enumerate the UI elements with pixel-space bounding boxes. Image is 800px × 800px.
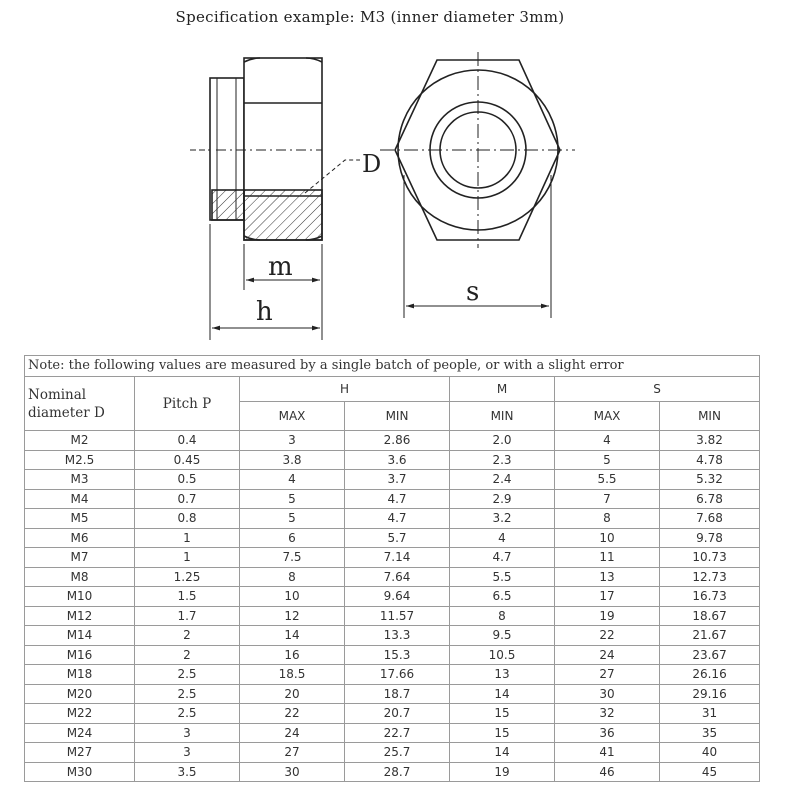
cell-m-min: 14: [450, 684, 555, 704]
cell-s-min: 40: [660, 743, 760, 763]
table-row: [25, 606, 760, 626]
cell-s-max: 46: [555, 762, 660, 782]
cell-h-max: 10: [240, 587, 345, 607]
cell-s-max: 8: [555, 509, 660, 529]
table-row: [25, 509, 760, 529]
cell-h-max: 6: [240, 528, 345, 548]
cell-s-min: 35: [660, 723, 760, 743]
header-s-min: MIN: [660, 402, 760, 431]
cell-h-max: 30: [240, 762, 345, 782]
spec-table: [24, 355, 760, 782]
header-nominal-diameter: Nominal diameter D: [25, 377, 135, 431]
table-row: [25, 489, 760, 509]
cell-nominal: M4: [25, 489, 135, 509]
cell-s-max: 10: [555, 528, 660, 548]
cell-s-min: 7.68: [660, 509, 760, 529]
cell-h-max: 20: [240, 684, 345, 704]
cell-nominal: M7: [25, 548, 135, 568]
table-row: [25, 762, 760, 782]
cell-h-min: 11.57: [345, 606, 450, 626]
cell-nominal: M6: [25, 528, 135, 548]
cell-m-min: 15: [450, 723, 555, 743]
cell-pitch: 2.5: [135, 665, 240, 685]
cell-s-max: 30: [555, 684, 660, 704]
cell-s-max: 36: [555, 723, 660, 743]
cell-nominal: M2.5: [25, 450, 135, 470]
cell-m-min: 2.0: [450, 431, 555, 451]
table-row: [25, 450, 760, 470]
cell-s-max: 22: [555, 626, 660, 646]
cell-s-min: 4.78: [660, 450, 760, 470]
cell-s-min: 23.67: [660, 645, 760, 665]
cell-pitch: 3.5: [135, 762, 240, 782]
header-group-h: H: [240, 377, 450, 402]
cell-nominal: M30: [25, 762, 135, 782]
table-note: Note: the following values are measured by a single batch of people, or with a slight error: [25, 356, 760, 377]
cell-pitch: 2: [135, 645, 240, 665]
cell-h-max: 3.8: [240, 450, 345, 470]
cell-nominal: M18: [25, 665, 135, 685]
table-row: [25, 548, 760, 568]
side-view: [190, 58, 360, 340]
cell-h-max: 3: [240, 431, 345, 451]
cell-nominal: M22: [25, 704, 135, 724]
cell-h-min: 7.64: [345, 567, 450, 587]
table-row: [25, 626, 760, 646]
cell-s-min: 3.82: [660, 431, 760, 451]
cell-h-max: 22: [240, 704, 345, 724]
cell-s-max: 17: [555, 587, 660, 607]
header-s-max: MAX: [555, 402, 660, 431]
table-row: [25, 665, 760, 685]
cell-s-max: 32: [555, 704, 660, 724]
cell-pitch: 2.5: [135, 704, 240, 724]
cell-h-max: 24: [240, 723, 345, 743]
table-row: [25, 431, 760, 451]
cell-pitch: 1.25: [135, 567, 240, 587]
cell-m-min: 10.5: [450, 645, 555, 665]
cell-h-min: 22.7: [345, 723, 450, 743]
header-h-max: MAX: [240, 402, 345, 431]
cell-nominal: M20: [25, 684, 135, 704]
cell-nominal: M2: [25, 431, 135, 451]
cell-pitch: 3: [135, 743, 240, 763]
header-pitch: Pitch P: [135, 377, 240, 431]
label-d: D: [362, 150, 382, 178]
cell-nominal: M14: [25, 626, 135, 646]
cell-h-min: 13.3: [345, 626, 450, 646]
cell-h-min: 25.7: [345, 743, 450, 763]
cell-h-max: 8: [240, 567, 345, 587]
cell-h-max: 4: [240, 470, 345, 490]
cell-s-max: 19: [555, 606, 660, 626]
cell-h-max: 16: [240, 645, 345, 665]
cell-pitch: 1.7: [135, 606, 240, 626]
cell-s-max: 4: [555, 431, 660, 451]
cell-pitch: 2.5: [135, 684, 240, 704]
cell-nominal: M12: [25, 606, 135, 626]
cell-pitch: 0.45: [135, 450, 240, 470]
cell-s-min: 16.73: [660, 587, 760, 607]
header-h-min: MIN: [345, 402, 450, 431]
cell-h-min: 4.7: [345, 509, 450, 529]
cell-s-min: 31: [660, 704, 760, 724]
cell-s-max: 5: [555, 450, 660, 470]
table-row: [25, 567, 760, 587]
cell-s-max: 27: [555, 665, 660, 685]
cell-m-min: 2.3: [450, 450, 555, 470]
page-title: Specification example: M3 (inner diameter 3mm): [175, 8, 565, 26]
table-row: [25, 470, 760, 490]
cell-m-min: 4.7: [450, 548, 555, 568]
cell-pitch: 1: [135, 528, 240, 548]
cell-h-max: 7.5: [240, 548, 345, 568]
cell-m-min: 2.4: [450, 470, 555, 490]
cell-s-min: 9.78: [660, 528, 760, 548]
cell-s-min: 6.78: [660, 489, 760, 509]
cell-s-min: 12.73: [660, 567, 760, 587]
table-row: [25, 723, 760, 743]
cell-m-min: 8: [450, 606, 555, 626]
header-group-m: M: [450, 377, 555, 402]
cell-m-min: 14: [450, 743, 555, 763]
nut-technical-drawing: [0, 0, 800, 350]
cell-s-max: 24: [555, 645, 660, 665]
cell-h-max: 12: [240, 606, 345, 626]
cell-m-min: 15: [450, 704, 555, 724]
cell-m-min: 19: [450, 762, 555, 782]
table-row: [25, 587, 760, 607]
cell-h-min: 18.7: [345, 684, 450, 704]
cell-m-min: 13: [450, 665, 555, 685]
cell-s-min: 21.67: [660, 626, 760, 646]
cell-h-max: 27: [240, 743, 345, 763]
cell-s-min: 5.32: [660, 470, 760, 490]
cell-h-min: 15.3: [345, 645, 450, 665]
cell-s-min: 26.16: [660, 665, 760, 685]
cell-m-min: 6.5: [450, 587, 555, 607]
spec-table-body: [25, 431, 760, 782]
cell-h-max: 5: [240, 509, 345, 529]
cell-m-min: 5.5: [450, 567, 555, 587]
cell-h-min: 17.66: [345, 665, 450, 685]
cell-pitch: 2: [135, 626, 240, 646]
cell-nominal: M24: [25, 723, 135, 743]
table-row: [25, 684, 760, 704]
cell-s-max: 41: [555, 743, 660, 763]
cell-h-min: 20.7: [345, 704, 450, 724]
cell-pitch: 0.8: [135, 509, 240, 529]
cell-s-min: 10.73: [660, 548, 760, 568]
label-s: s: [466, 277, 480, 307]
cell-s-min: 45: [660, 762, 760, 782]
label-m: m: [268, 252, 293, 282]
cell-s-max: 11: [555, 548, 660, 568]
cell-h-max: 18.5: [240, 665, 345, 685]
cell-h-min: 2.86: [345, 431, 450, 451]
table-row: [25, 743, 760, 763]
cell-pitch: 0.7: [135, 489, 240, 509]
cell-nominal: M5: [25, 509, 135, 529]
cell-s-min: 18.67: [660, 606, 760, 626]
cell-h-min: 9.64: [345, 587, 450, 607]
cell-s-max: 13: [555, 567, 660, 587]
header-m-min: MIN: [450, 402, 555, 431]
cell-pitch: 1.5: [135, 587, 240, 607]
cell-s-max: 7: [555, 489, 660, 509]
header-group-s: S: [555, 377, 760, 402]
cell-h-min: 5.7: [345, 528, 450, 548]
table-row: [25, 645, 760, 665]
cell-pitch: 0.5: [135, 470, 240, 490]
cell-pitch: 3: [135, 723, 240, 743]
cell-s-max: 5.5: [555, 470, 660, 490]
cell-s-min: 29.16: [660, 684, 760, 704]
cell-pitch: 0.4: [135, 431, 240, 451]
cell-nominal: M3: [25, 470, 135, 490]
cell-m-min: 2.9: [450, 489, 555, 509]
cell-h-max: 5: [240, 489, 345, 509]
cell-pitch: 1: [135, 548, 240, 568]
cell-h-min: 7.14: [345, 548, 450, 568]
label-h: h: [256, 297, 273, 327]
cell-m-min: 3.2: [450, 509, 555, 529]
cell-h-min: 3.7: [345, 470, 450, 490]
cell-h-min: 3.6: [345, 450, 450, 470]
cell-nominal: M16: [25, 645, 135, 665]
cell-nominal: M8: [25, 567, 135, 587]
table-row: [25, 704, 760, 724]
cell-m-min: 4: [450, 528, 555, 548]
cell-m-min: 9.5: [450, 626, 555, 646]
cell-h-min: 4.7: [345, 489, 450, 509]
cell-h-min: 28.7: [345, 762, 450, 782]
table-row: [25, 528, 760, 548]
cell-nominal: M27: [25, 743, 135, 763]
cell-h-max: 14: [240, 626, 345, 646]
cell-nominal: M10: [25, 587, 135, 607]
